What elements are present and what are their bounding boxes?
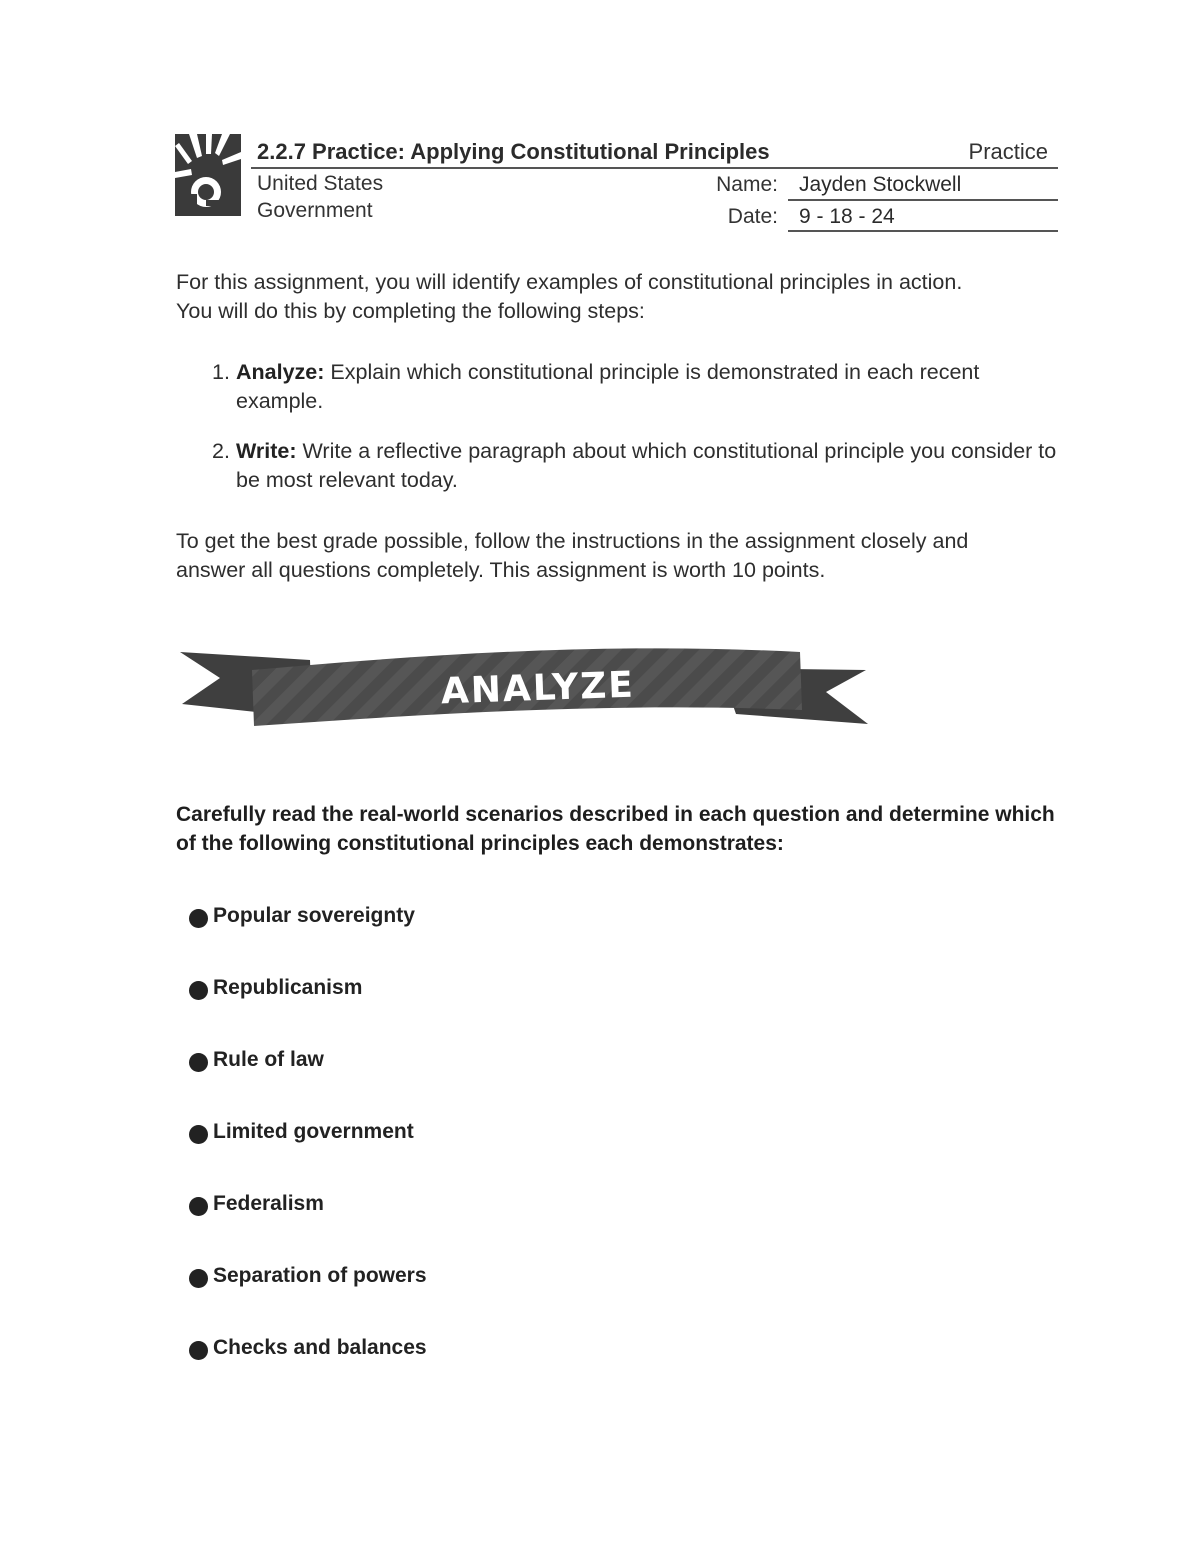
principle-item xyxy=(189,904,427,976)
assignment-type: Practice xyxy=(968,139,1048,164)
assignment-title: 2.2.7 Practice: Applying Constitutional Principles xyxy=(257,139,770,164)
course-name-line1: United States xyxy=(257,172,384,195)
intro-paragraph xyxy=(176,268,1066,326)
principle-label: Checks and balances xyxy=(213,1336,427,1359)
name-label: Name: xyxy=(716,173,778,196)
bullet-icon xyxy=(189,1125,208,1144)
principle-label: Republicanism xyxy=(213,976,363,999)
banner-label: ANALYZE xyxy=(440,664,636,713)
principles-list xyxy=(189,904,427,1408)
bullet-icon xyxy=(189,981,208,1000)
step-number: 2. xyxy=(212,439,230,463)
principle-item xyxy=(189,1336,427,1408)
bullet-icon xyxy=(189,1053,208,1072)
bullet-icon xyxy=(189,1341,208,1360)
bullet-icon xyxy=(189,909,208,928)
date-label: Date: xyxy=(727,205,778,228)
step-item xyxy=(176,437,1066,495)
intro-line2: You will do this by completing the following steps: xyxy=(176,299,645,323)
course-name xyxy=(257,170,383,224)
principle-label: Federalism xyxy=(213,1192,324,1215)
principle-item xyxy=(189,1264,427,1336)
principle-label: Separation of powers xyxy=(213,1264,427,1287)
bullet-icon xyxy=(189,1197,208,1216)
principle-label: Popular sovereignty xyxy=(213,904,415,927)
principle-item xyxy=(189,1120,427,1192)
grading-paragraph xyxy=(176,527,1066,585)
step-text: Write a reflective paragraph about which constitutional principle you consider to be most relevant today. xyxy=(236,439,1057,492)
course-name-line2: Government xyxy=(257,199,373,222)
analyze-banner xyxy=(180,640,870,732)
steps-list xyxy=(176,358,1066,495)
principle-label: Limited government xyxy=(213,1120,414,1143)
header-divider xyxy=(251,167,1058,169)
grading-line2: answer all questions completely. This assignment is worth 10 points. xyxy=(176,558,826,582)
date-field[interactable]: 9 - 18 - 24 xyxy=(799,205,895,228)
principle-label: Rule of law xyxy=(213,1048,324,1071)
intro-line1: For this assignment, you will identify examples of constitutional principles in action. xyxy=(176,270,963,294)
date-underline xyxy=(788,230,1058,232)
step-item xyxy=(176,358,1066,416)
name-underline xyxy=(788,199,1058,201)
principle-item xyxy=(189,1048,427,1120)
grading-line1: To get the best grade possible, follow the instructions in the assignment closely and xyxy=(176,529,969,553)
step-label: Write: xyxy=(236,439,297,463)
step-number: 1. xyxy=(212,360,230,384)
course-logo-icon xyxy=(175,134,241,216)
principle-item xyxy=(189,1192,427,1264)
instructions-text: Carefully read the real-world scenarios described in each question and determine which of the following constitutional principles each demonstrates: xyxy=(176,803,1055,855)
principle-item xyxy=(189,976,427,1048)
step-text: Explain which constitutional principle is demonstrated in each recent example. xyxy=(236,360,980,413)
bullet-icon xyxy=(189,1269,208,1288)
name-field[interactable]: Jayden Stockwell xyxy=(799,173,962,196)
step-label: Analyze: xyxy=(236,360,325,384)
